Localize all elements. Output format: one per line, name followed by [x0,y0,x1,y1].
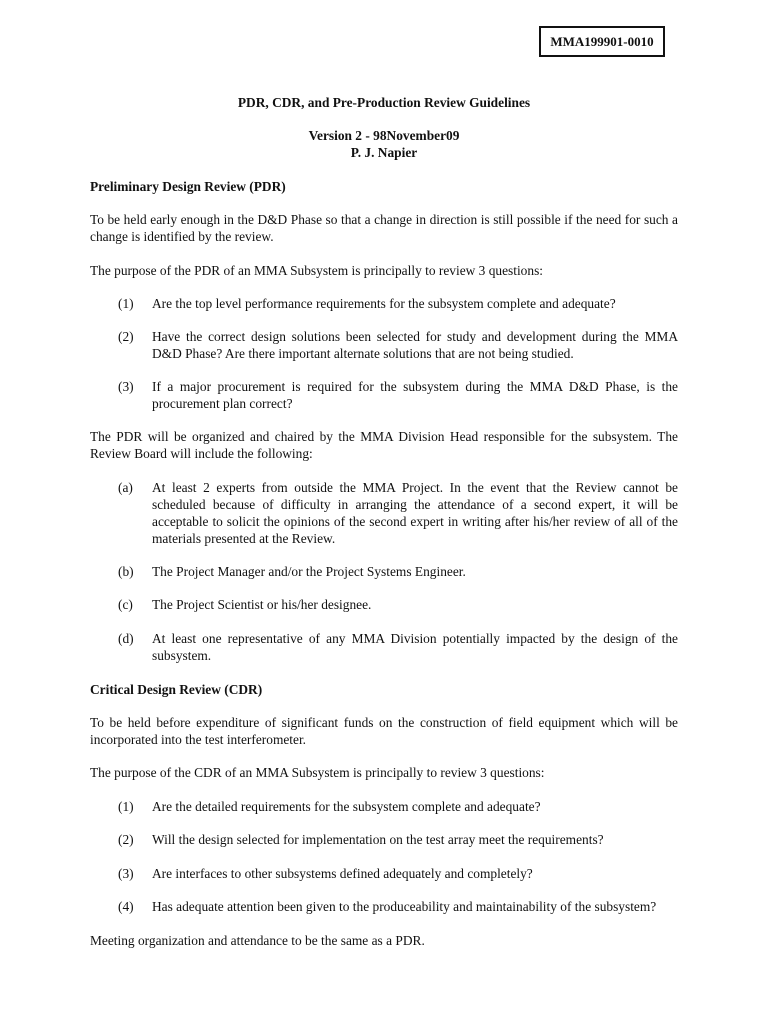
list-marker: (2) [118,329,134,344]
author-line: P. J. Napier [350,145,418,160]
pdr-heading: Preliminary Design Review (PDR) [90,179,286,194]
list-marker: (1) [118,296,134,311]
list-marker: (3) [118,866,134,881]
list-text: Are the top level performance requirements for the subsystem complete and adequate? [152,296,616,311]
cdr-intro: To be held before expenditure of significant funds on the construction of field equipment which will be incorporated into the test interferometer. [90,715,678,747]
list-text: At least one representative of any MMA Division potentially impacted by the design of the subsystem. [152,631,678,663]
list-text: The Project Scientist or his/her designee. [152,597,372,612]
list-marker: (1) [118,799,134,814]
list-text: At least 2 experts from outside the MMA Project. In the event that the Review cannot be scheduled because of difficulty in arranging the attendance of a second expert, it will be acceptable to solicit the opinions of the second expert in writing after his/her review of all of the materials presented at the Review. [152,480,678,546]
list-marker: (2) [118,832,134,847]
document-id-box: MMA199901-0010 [539,26,665,57]
list-text: Will the design selected for implementation on the test array meet the requirements? [152,832,604,847]
list-marker: (c) [118,597,133,612]
list-marker: (d) [118,631,134,646]
list-text: Are interfaces to other subsystems defined adequately and completely? [152,866,533,881]
document-title: PDR, CDR, and Pre-Production Review Guidelines [237,95,531,110]
version-line: Version 2 - 98November09 [308,128,460,143]
pdr-intro: To be held early enough in the D&D Phase so that a change in direction is still possible if the need for such a change is identified by the review. [90,212,678,244]
list-marker: (3) [118,379,134,394]
list-text: Have the correct design solutions been selected for study and development during the MMA D&D Phase? Are there important alternate solutions that are not being studied. [152,329,678,361]
list-text: The Project Manager and/or the Project Systems Engineer. [152,564,466,579]
pdr-purpose: The purpose of the PDR of an MMA Subsystem is principally to review 3 questions: [90,263,544,278]
cdr-heading: Critical Design Review (CDR) [90,682,263,697]
pdr-board-intro: The PDR will be organized and chaired by the MMA Division Head responsible for the subsystem. The Review Board will include the following: [90,429,678,461]
list-text: Are the detailed requirements for the subsystem complete and adequate? [152,799,541,814]
list-text: If a major procurement is required for the subsystem during the MMA D&D Phase, is the procurement plan correct? [152,379,678,411]
list-marker: (4) [118,899,134,914]
list-text: Has adequate attention been given to the produceability and maintainability of the subsystem? [152,899,657,914]
cdr-closing: Meeting organization and attendance to be the same as a PDR. [90,933,425,948]
list-marker: (b) [118,564,134,579]
cdr-purpose: The purpose of the CDR of an MMA Subsystem is principally to review 3 questions: [90,765,545,780]
list-marker: (a) [118,480,133,495]
